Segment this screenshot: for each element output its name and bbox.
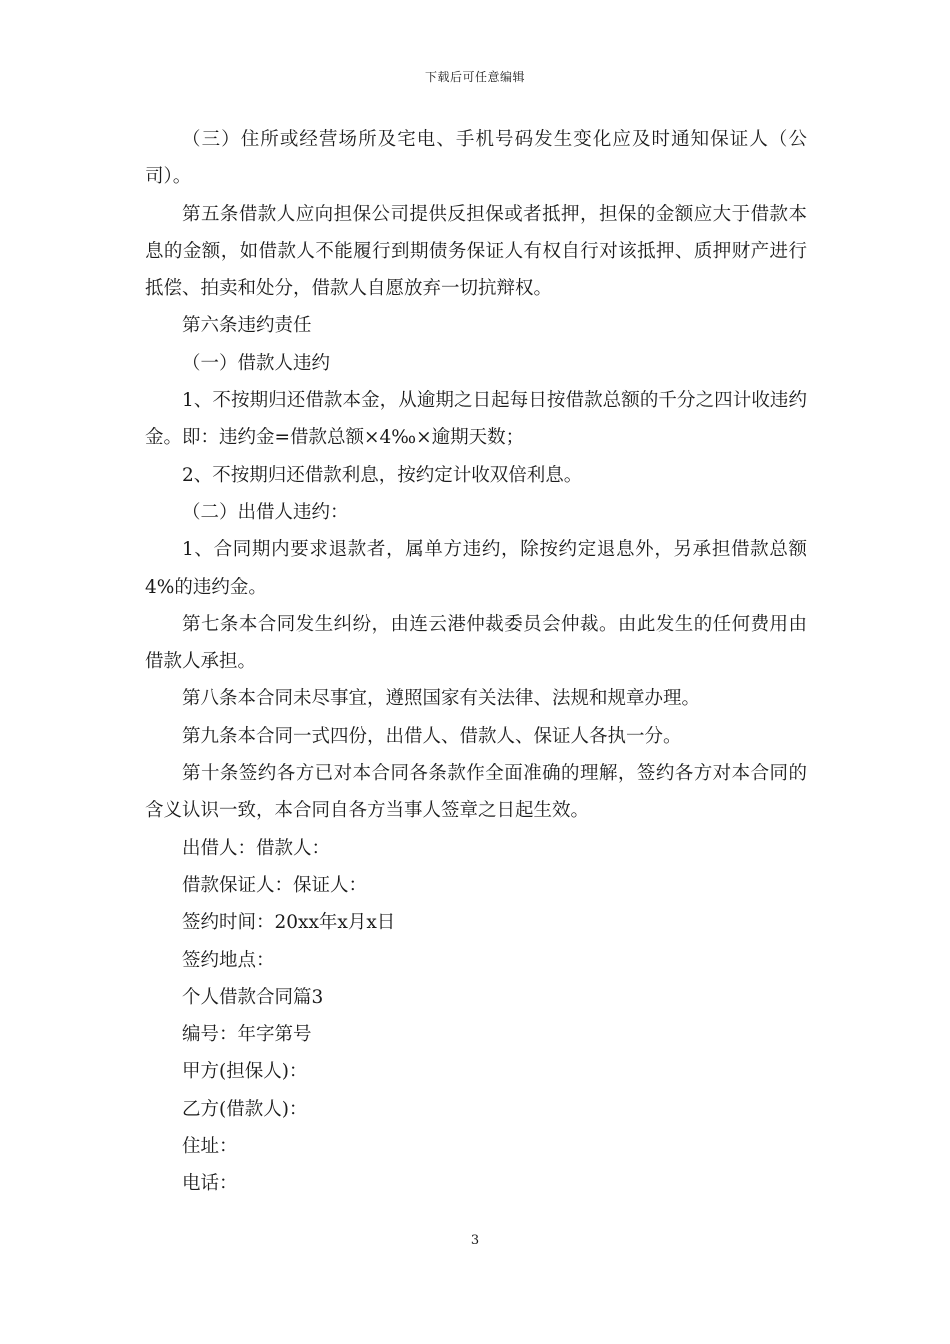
address-field: 住址：: [182, 1136, 238, 1158]
paragraph-article-6-heading: 第六条违约责任: [182, 315, 312, 337]
signature-guarantor: 借款保证人：保证人：: [182, 874, 368, 896]
phone-field: 电话：: [182, 1173, 238, 1195]
party-b-borrower: 乙方(借款人)：: [182, 1098, 308, 1120]
page-number: 3: [470, 1233, 480, 1248]
party-a-guarantor: 甲方(担保人)：: [182, 1061, 308, 1083]
paragraph-clause-4-3: （三）住所或经营场所及宅电、手机号码发生变化应及时通知保证人（公司）。: [145, 129, 807, 188]
paragraph-article-8: 第八条本合同未尽事宜，遵照国家有关法律、法规和规章办理。: [182, 688, 701, 710]
section-title-contract-3: 个人借款合同篇3: [182, 986, 324, 1008]
page-header: 下载后可任意编辑: [424, 70, 525, 84]
paragraph-article-5: 第五条借款人应向担保公司提供反担保或者抵押，担保的金额应大于借款本息的金额，如借款人不能履行到期债务保证人有权自行对该抵押、质押财产进行抵偿、拍卖和处分，借款人自愿放弃一切抗辩权。: [145, 203, 807, 300]
document-body: [145, 121, 807, 1203]
paragraph-article-7: 第七条本合同发生纠纷，由连云港仲裁委员会仲裁。由此发生的任何费用由借款人承担。: [145, 613, 807, 673]
contract-number: 编号：年字第号: [182, 1024, 312, 1046]
paragraph-lender-default-heading: （二）出借人违约：: [182, 501, 349, 523]
paragraph-borrower-default-2: 2、不按期归还借款利息，按约定计收双倍利息。: [182, 464, 583, 486]
paragraph-borrower-default-heading: （一）借款人违约: [182, 352, 331, 374]
signing-place: 签约地点：: [182, 949, 275, 971]
paragraph-article-10: 第十条签约各方已对本合同各条款作全面准确的理解，签约各方对本合同的含义认识一致，本合同自各方当事人签章之日起生效。: [145, 763, 807, 822]
paragraph-article-9: 第九条本合同一式四份，出借人、借款人、保证人各执一分。: [182, 725, 682, 747]
paragraph-lender-default-1: 1、合同期内要求退款者，属单方违约，除按约定退息外，另承担借款总额4%的违约金。: [145, 539, 807, 598]
paragraph-borrower-default-1: 1、不按期归还借款本金，从逾期之日起每日按借款总额的千分之四计收违约金。即：违约金=借款总额×4‰×逾期天数；: [145, 390, 807, 449]
signing-date: 签约时间：20xx年x月x日: [182, 912, 396, 934]
signature-lender-borrower: 出借人：借款人：: [182, 837, 331, 859]
